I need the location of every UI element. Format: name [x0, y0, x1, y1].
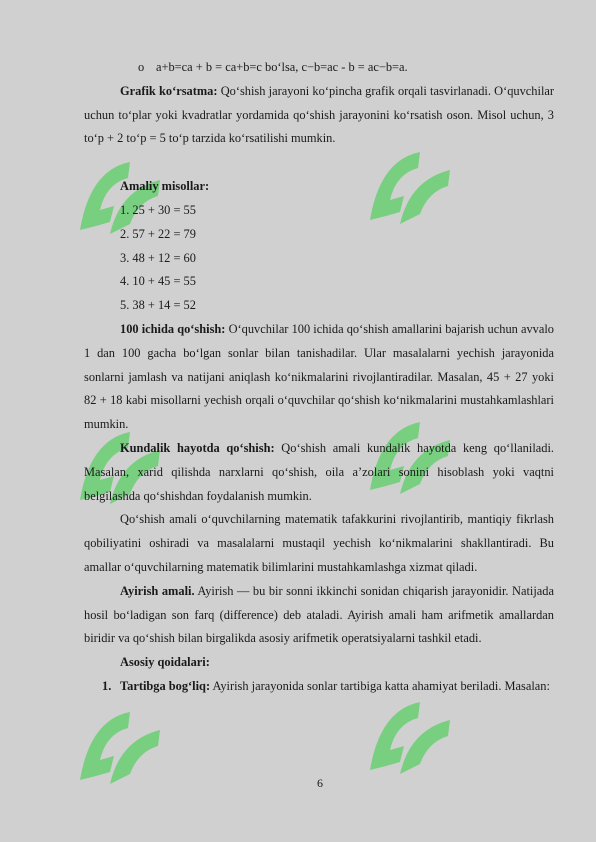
page-number: 6 — [317, 776, 323, 790]
examples-heading — [84, 175, 554, 199]
bullet-item — [84, 56, 554, 80]
paragraph-heading: Kundalik hayotda qo‘shish: — [120, 440, 275, 455]
paragraph-text: O‘quvchilar 100 ichida qo‘shish amallarini bajarish uchun avvalo 1 dan 100 gacha bo‘lgan sonlar bilan tanishadilar. Ular masalalarni yechish jarayonida sonlarni jamlash va natijani aniqlash ko‘nikmalarini rivojlantiradilar. Masalan, 45 + 27 yoki 82 + 18 kabi misollarni yechish orqali o‘quvchilar qo‘shish ko‘nikmalarini mustahkamlashlari mumkin. — [84, 321, 554, 432]
bullet-mark: o — [138, 60, 145, 74]
rule-text: Ayirish jarayonida sonlar tartibiga katta ahamiyat beriladi. Masalan: — [210, 678, 550, 693]
example-item: 4. 10 + 45 = 55 — [120, 274, 196, 289]
paragraph-grafik — [84, 80, 554, 151]
paragraph-kundalik — [84, 437, 554, 508]
paragraph-heading: Ayirish amali. — [120, 583, 195, 598]
paragraph-heading: Grafik ko‘rsatma: — [120, 83, 218, 98]
paragraph-heading: 100 ichida qo‘shish: — [120, 321, 226, 336]
example-item: 5. 38 + 14 = 52 — [120, 298, 196, 313]
numbered-rule — [84, 675, 554, 699]
rule-number: 1. — [102, 678, 112, 693]
example-item: 2. 57 + 22 = 79 — [120, 226, 196, 241]
examples-heading-text: Amaliy misollar: — [120, 179, 210, 194]
paragraph-ayirish — [84, 580, 554, 651]
paragraph-100-ichida — [84, 318, 554, 437]
document-body — [84, 56, 554, 699]
watermark-logo-icon — [360, 690, 470, 780]
paragraph-text: Ayirish — bu bir sonni ikkinchi sonidan chiqarish jarayonidir. Natijada hosil bo‘ladigan son farq (difference) deb ataladi. Ayirish amali ham arifmetik amallardan biridir va qo‘shish bilan birgalikda asosiy arifmetik operatsiyalarni tashkil etadi. — [84, 583, 554, 646]
paragraph-text: Qo‘shish amali kundalik hayotda keng qo‘llaniladi. Masalan, xarid qilishda narxlarni qo‘shish, oila a’zolari sonini hisoblash yoki vaqtni belgilashda qo‘shishdan foydalanish mumkin. — [84, 440, 554, 503]
rules-heading — [84, 651, 554, 675]
paragraph-summary — [84, 508, 554, 579]
example-item: 1. 25 + 30 = 55 — [120, 202, 196, 217]
paragraph-text: Qo‘shish amali o‘quvchilarning matematik tafakkurini rivojlantirib, mantiqiy fikrlash qobiliyatini oshiradi va masalalarni mustaqil yechish ko‘nikmalarini shakllantiradi. Bu amallar o‘quvchilarning matematik bilimlarini mustahkamlashga xizmat qiladi. — [84, 512, 554, 574]
bullet-text: a+b=ca + b = ca+b=c bo‘lsa, c−b=ac - b = ac−b=a. — [156, 60, 408, 74]
rules-heading-text: Asosiy qoidalari: — [120, 655, 210, 670]
rule-heading: Tartibga bog‘liq: — [120, 678, 211, 693]
example-item: 3. 48 + 12 = 60 — [120, 250, 196, 265]
paragraph-text: Qo‘shish jarayoni ko‘pincha grafik orqali tasvirlanadi. O‘quvchilar uchun to‘plar yoki kvadratlar yordamida qo‘shish jarayonini ko‘rsatish oson. Misol uchun, 3 to‘p + 2 to‘p = 5 to‘p tarzida ko‘rsatilishi mumkin. — [84, 83, 555, 146]
